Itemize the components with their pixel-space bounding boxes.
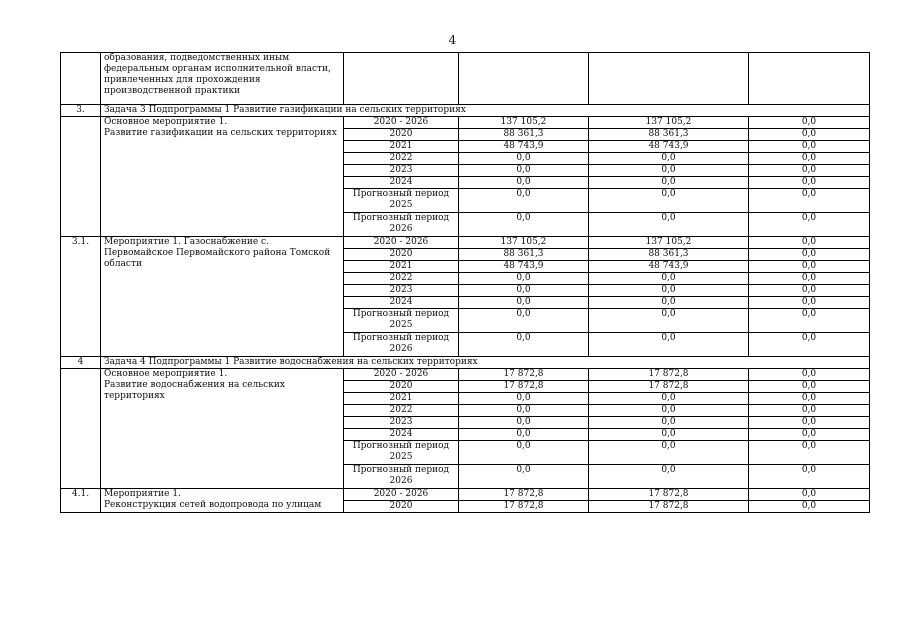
other-value-cell: 0,0	[749, 417, 870, 429]
period-cell: 2020 - 2026	[344, 369, 459, 381]
other-value-cell: 0,0	[749, 465, 870, 489]
budget-value-cell: 88 361,3	[589, 249, 749, 261]
period-cell: 2023	[344, 417, 459, 429]
table-row	[61, 53, 870, 105]
total-value-cell: 0,0	[459, 177, 589, 189]
page-number: 4	[448, 33, 457, 47]
section-number: 4	[61, 357, 101, 369]
total-value-cell: 17 872,8	[459, 501, 589, 513]
total-value-cell: 48 743,9	[459, 141, 589, 153]
other-value-cell: 0,0	[749, 381, 870, 393]
other-value-cell: 0,0	[749, 213, 870, 237]
section-header-row	[61, 357, 870, 369]
budget-value-cell: 137 105,2	[589, 237, 749, 249]
other-value-cell: 0,0	[749, 165, 870, 177]
other-value-cell: 0,0	[749, 153, 870, 165]
other-value-cell: 0,0	[749, 117, 870, 129]
total-value-cell: 0,0	[459, 393, 589, 405]
description-line: Основное мероприятие 1.	[104, 117, 228, 127]
period-cell: 2021	[344, 261, 459, 273]
description-cell	[101, 237, 344, 357]
other-value-cell: 0,0	[749, 237, 870, 249]
total-value-cell: 17 872,8	[459, 381, 589, 393]
budget-value-cell: 0,0	[589, 405, 749, 417]
other-value-cell: 0,0	[749, 297, 870, 309]
total-value-cell: 0,0	[459, 297, 589, 309]
total-value-cell: 0,0	[459, 429, 589, 441]
budget-value-cell: 0,0	[589, 333, 749, 357]
other-value-cell: 0,0	[749, 189, 870, 213]
description-line: Развитие газификации на сельских территориях	[104, 128, 337, 138]
row-number-cell	[61, 369, 101, 489]
other-value-cell: 0,0	[749, 285, 870, 297]
description-line: Развитие водоснабжения на сельских территориях	[104, 380, 285, 401]
budget-value-cell: 0,0	[589, 309, 749, 333]
budget-value-cell: 88 361,3	[589, 129, 749, 141]
description-cell	[101, 369, 344, 489]
budget-value-cell: 137 105,2	[589, 117, 749, 129]
period-cell: 2024	[344, 177, 459, 189]
total-value-cell: 0,0	[459, 165, 589, 177]
budget-value-cell: 0,0	[589, 177, 749, 189]
table-row	[61, 237, 870, 249]
period-cell: 2023	[344, 165, 459, 177]
budget-value-cell: 48 743,9	[589, 141, 749, 153]
description-line: Мероприятие 1.	[104, 489, 181, 499]
period-cell: 2020 - 2026	[344, 489, 459, 501]
total-value-cell: 0,0	[459, 273, 589, 285]
period-cell: 2022	[344, 273, 459, 285]
period-cell: 2020	[344, 381, 459, 393]
row-number-cell	[61, 117, 101, 237]
other-value-cell: 0,0	[749, 489, 870, 501]
budget-value-cell: 0,0	[589, 393, 749, 405]
value-cell	[589, 53, 749, 105]
period-cell: 2023	[344, 285, 459, 297]
total-value-cell: 0,0	[459, 333, 589, 357]
table-row	[61, 369, 870, 381]
period-cell: Прогнозный период 2026	[344, 333, 459, 357]
other-value-cell: 0,0	[749, 441, 870, 465]
budget-value-cell: 0,0	[589, 441, 749, 465]
other-value-cell: 0,0	[749, 273, 870, 285]
table-row	[61, 117, 870, 129]
budget-value-cell: 0,0	[589, 465, 749, 489]
budget-value-cell: 0,0	[589, 165, 749, 177]
period-cell: 2024	[344, 297, 459, 309]
other-value-cell: 0,0	[749, 405, 870, 417]
description-line: Основное мероприятие 1.	[104, 369, 228, 379]
other-value-cell: 0,0	[749, 501, 870, 513]
description-cell	[101, 117, 344, 237]
value-cell	[459, 53, 589, 105]
budget-value-cell: 0,0	[589, 429, 749, 441]
period-cell: 2020	[344, 501, 459, 513]
section-header-row	[61, 105, 870, 117]
period-cell: 2020	[344, 129, 459, 141]
other-value-cell: 0,0	[749, 129, 870, 141]
total-value-cell: 0,0	[459, 465, 589, 489]
row-number-cell: 4.1.	[61, 489, 101, 513]
period-cell: 2022	[344, 405, 459, 417]
section-number: 3.	[61, 105, 101, 117]
budget-value-cell: 0,0	[589, 153, 749, 165]
budget-table	[60, 52, 870, 513]
other-value-cell: 0,0	[749, 141, 870, 153]
section-header: Задача 3 Подпрограммы 1 Развитие газификации на сельских территориях	[101, 105, 870, 117]
row-number-cell: 3.1.	[61, 237, 101, 357]
total-value-cell: 0,0	[459, 213, 589, 237]
budget-value-cell: 17 872,8	[589, 381, 749, 393]
section-header: Задача 4 Подпрограммы 1 Развитие водоснабжения на сельских территориях	[101, 357, 870, 369]
budget-value-cell: 0,0	[589, 417, 749, 429]
budget-value-cell: 0,0	[589, 213, 749, 237]
total-value-cell: 48 743,9	[459, 261, 589, 273]
period-cell: 2021	[344, 141, 459, 153]
period-cell: Прогнозный период 2025	[344, 441, 459, 465]
total-value-cell: 137 105,2	[459, 117, 589, 129]
total-value-cell: 17 872,8	[459, 369, 589, 381]
other-value-cell: 0,0	[749, 429, 870, 441]
period-cell: Прогнозный период 2026	[344, 213, 459, 237]
total-value-cell: 88 361,3	[459, 249, 589, 261]
total-value-cell: 17 872,8	[459, 489, 589, 501]
period-cell: Прогнозный период 2025	[344, 189, 459, 213]
period-cell: 2022	[344, 153, 459, 165]
other-value-cell: 0,0	[749, 393, 870, 405]
budget-value-cell: 0,0	[589, 285, 749, 297]
total-value-cell: 0,0	[459, 153, 589, 165]
description-cell	[101, 489, 344, 513]
total-value-cell: 0,0	[459, 441, 589, 465]
other-value-cell: 0,0	[749, 369, 870, 381]
budget-value-cell: 0,0	[589, 189, 749, 213]
period-cell: 2021	[344, 393, 459, 405]
other-value-cell: 0,0	[749, 261, 870, 273]
total-value-cell: 0,0	[459, 405, 589, 417]
value-cell	[749, 53, 870, 105]
other-value-cell: 0,0	[749, 177, 870, 189]
other-value-cell: 0,0	[749, 309, 870, 333]
description-line: Реконструкция сетей водопровода по улицам	[104, 500, 322, 510]
period-cell	[344, 53, 459, 105]
total-value-cell: 137 105,2	[459, 237, 589, 249]
budget-value-cell: 17 872,8	[589, 489, 749, 501]
budget-value-cell: 17 872,8	[589, 501, 749, 513]
table-row	[61, 489, 870, 501]
budget-table-body	[61, 53, 870, 513]
other-value-cell: 0,0	[749, 333, 870, 357]
period-cell: Прогнозный период 2025	[344, 309, 459, 333]
period-cell: Прогнозный период 2026	[344, 465, 459, 489]
total-value-cell: 0,0	[459, 417, 589, 429]
other-value-cell: 0,0	[749, 249, 870, 261]
total-value-cell: 0,0	[459, 309, 589, 333]
period-cell: 2024	[344, 429, 459, 441]
budget-value-cell: 48 743,9	[589, 261, 749, 273]
total-value-cell: 0,0	[459, 285, 589, 297]
total-value-cell: 88 361,3	[459, 129, 589, 141]
period-cell: 2020 - 2026	[344, 237, 459, 249]
row-number-cell	[61, 53, 101, 105]
budget-value-cell: 0,0	[589, 273, 749, 285]
intro-description-cell: образования, подведомственных иным федеральным органам исполнительной власти, привлеченных для прохождения производственной практики	[101, 53, 344, 105]
period-cell: 2020	[344, 249, 459, 261]
period-cell: 2020 - 2026	[344, 117, 459, 129]
budget-value-cell: 0,0	[589, 297, 749, 309]
budget-value-cell: 17 872,8	[589, 369, 749, 381]
total-value-cell: 0,0	[459, 189, 589, 213]
description-line: Мероприятие 1. Газоснабжение с. Первомайское Первомайского района Томской области	[104, 237, 331, 269]
